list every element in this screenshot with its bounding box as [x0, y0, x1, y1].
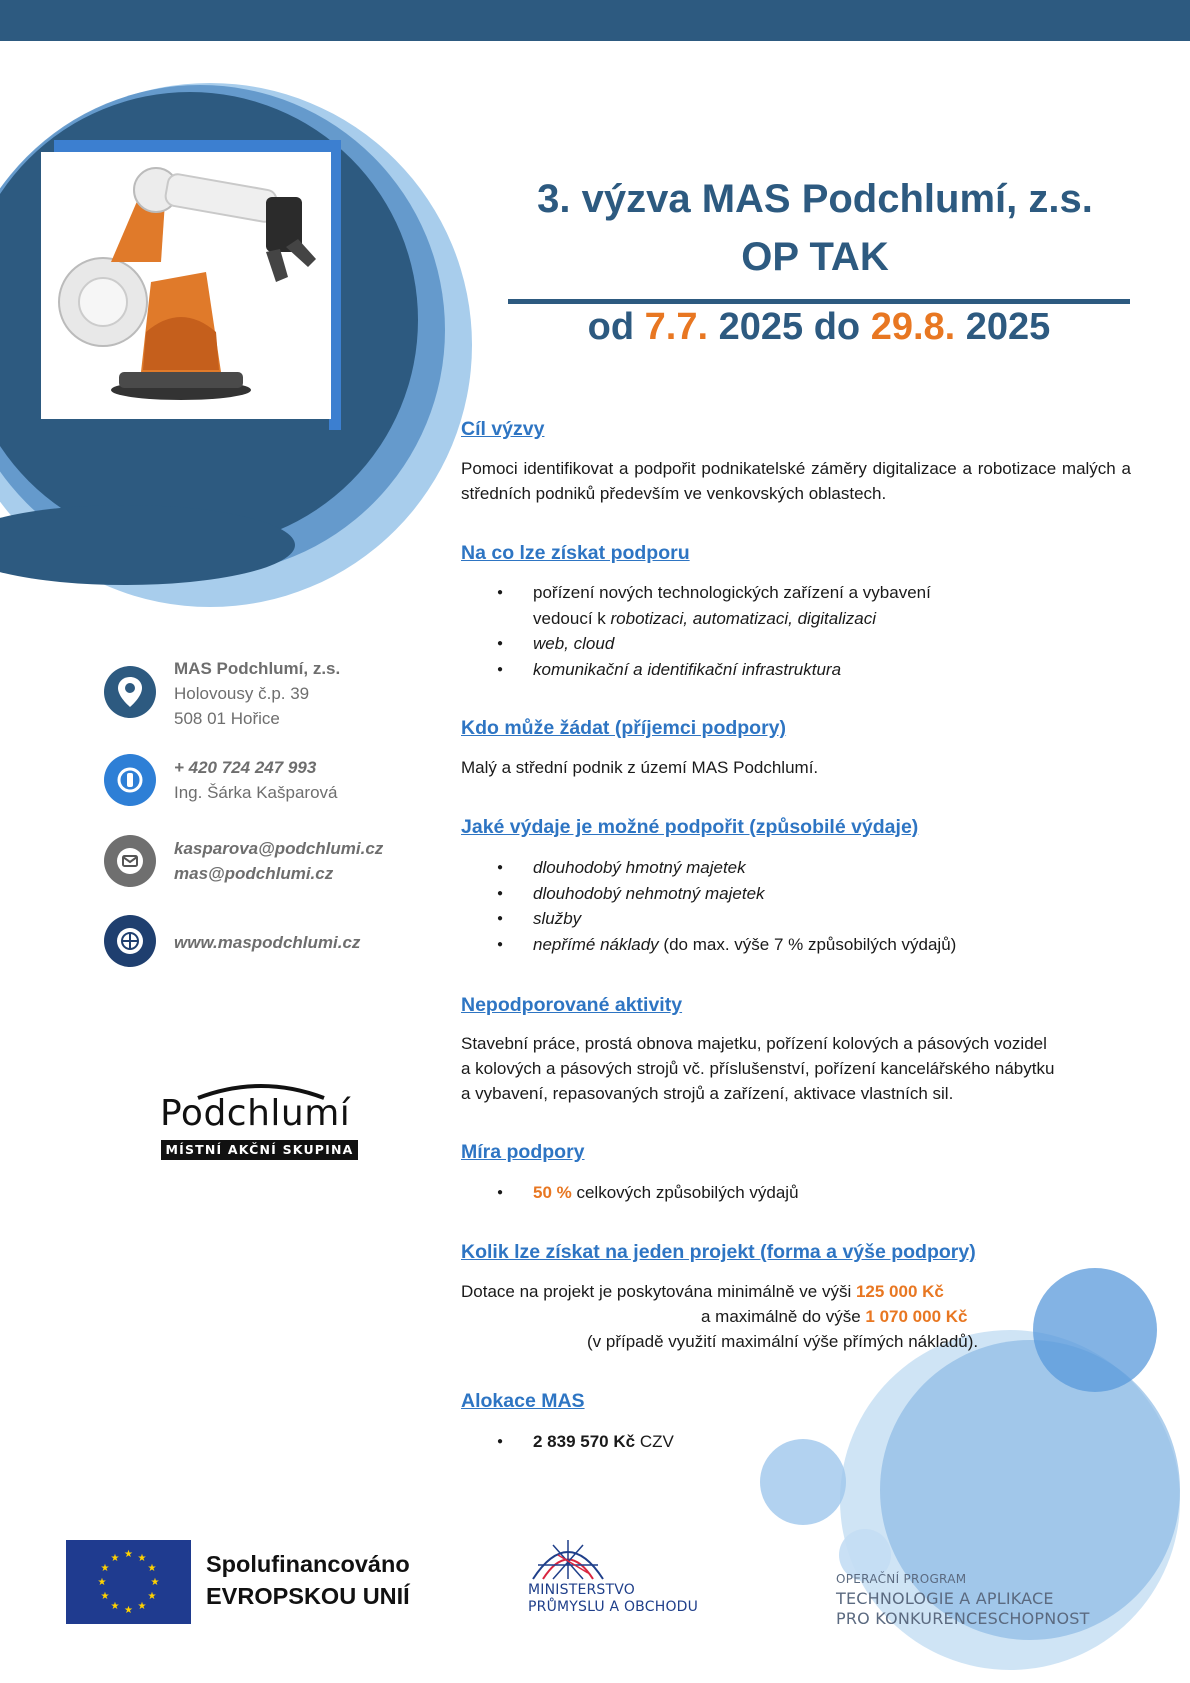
svg-text:★: ★	[100, 1563, 110, 1574]
mpo-line-1: MINISTERSTVO	[528, 1582, 636, 1598]
rate-percent: 50 %	[533, 1183, 572, 1202]
rate-list	[497, 1180, 799, 1206]
list-item	[497, 580, 931, 631]
support-list	[497, 580, 931, 682]
support-item-3: ● komunikační a identifikační infrastruktura	[497, 657, 931, 683]
eu-flag-icon	[66, 1540, 191, 1624]
support-item-1-cont: vedoucí k	[533, 608, 611, 628]
amount-line-1	[461, 1279, 1131, 1304]
dates-prefix: od	[587, 306, 645, 348]
op-line-1: TECHNOLOGIE A APLIKACE	[836, 1589, 1054, 1608]
applicants-text: Malý a střední podnik z území MAS Podchlumí.	[461, 758, 819, 777]
svg-text:★: ★	[110, 1553, 120, 1564]
svg-text:★: ★	[137, 1553, 147, 1564]
dates-mid: 2025 do	[708, 306, 871, 348]
contact-email-2[interactable]: mas@podchlumi.cz	[174, 864, 334, 883]
contact-web-link[interactable]: www.maspodchlumi.cz	[174, 933, 361, 952]
title-line-2: OP TAK	[741, 235, 889, 279]
eligible-list	[497, 855, 956, 957]
svg-text:★: ★	[124, 1549, 133, 1560]
svg-text:★: ★	[100, 1591, 110, 1602]
mail-icon	[104, 835, 156, 887]
page-title	[470, 170, 1160, 286]
location-pin-icon	[104, 666, 156, 718]
eligible-item-3: ● služby	[497, 906, 956, 932]
date-from: 7.7.	[644, 306, 709, 348]
svg-text:★: ★	[124, 1605, 133, 1616]
contact-phone-number[interactable]: + 420 724 247 993	[174, 758, 317, 777]
op-program-name	[836, 1589, 1090, 1629]
mpo-logo-text	[528, 1582, 698, 1616]
contact-emails	[174, 836, 383, 886]
contact-street: Holovousy č.p. 39	[174, 684, 310, 703]
contact-web	[174, 930, 360, 955]
mpo-globe-icon	[528, 1535, 608, 1581]
op-small-label: OPERAČNÍ PROGRAM	[836, 1572, 967, 1586]
logo-tagline: MÍSTNÍ AKČNÍ SKUPINA	[161, 1140, 358, 1160]
allocation-suffix: CZV	[635, 1432, 674, 1451]
svg-text:★: ★	[97, 1577, 107, 1588]
amount-max: 1 070 000 Kč	[865, 1307, 968, 1326]
logo-name: Podchlumí	[160, 1093, 351, 1134]
allocation-heading: Alokace MAS	[461, 1390, 585, 1412]
eligible-heading: Jaké výdaje je možné podpořit (způsobilé výdaje)	[461, 816, 919, 838]
unsupported-heading: Nepodporované aktivity	[461, 994, 683, 1016]
amount-line-2	[461, 1304, 1131, 1329]
amount-line-2-text: a maximálně do výše	[701, 1307, 866, 1326]
eu-cofunding-text	[206, 1548, 410, 1612]
rate-text: celkových způsobilých výdajů	[571, 1183, 799, 1202]
svg-text:★: ★	[147, 1591, 157, 1602]
support-heading: Na co lze získat podporu	[461, 542, 690, 564]
title-divider	[508, 299, 1130, 304]
contact-org: MAS Podchlumí, z.s.	[174, 659, 341, 678]
applicants-heading: Kdo může žádat (příjemci podpory)	[461, 717, 787, 739]
eligible-item-2: ● dlouhodobý nehmotný majetek	[497, 881, 956, 907]
goal-text: Pomoci identifikovat a podpořit podnikatelské záměry digitalizace a robotizace malých a středních podniků především ve venkovských oblastech.	[461, 459, 1131, 503]
rate-heading: Míra podpory	[461, 1141, 585, 1163]
contact-person: Ing. Šárka Kašparová	[174, 783, 338, 802]
phone-icon	[104, 754, 156, 806]
eu-line-1: Spolufinancováno	[206, 1551, 410, 1577]
support-item-2: ● web, cloud	[497, 631, 931, 657]
allocation-value: 2 839 570 Kč	[533, 1432, 636, 1451]
amount-line-3: (v případě využití maximální výše přímých nákladů).	[587, 1332, 979, 1351]
list-item	[497, 932, 956, 958]
globe-icon	[104, 915, 156, 967]
eu-line-2: EVROPSKOU UNIÍ	[206, 1583, 410, 1609]
support-item-1: pořízení nových technologických zařízení a vybavení	[533, 583, 931, 602]
eligible-item-4-italic: nepřímé náklady	[533, 934, 659, 954]
dates-year: 2025	[955, 306, 1051, 348]
allocation-list	[497, 1429, 674, 1455]
list-item	[497, 1180, 799, 1206]
unsupported-line-2: a kolových a pásových strojů vč. příslušenství, pořízení kancelářského nábytku	[461, 1059, 1055, 1078]
amount-heading: Kolik lze získat na jeden projekt (forma a výše podpory)	[461, 1241, 976, 1263]
amount-line-1-text: Dotace na projekt je poskytována minimálně ve výši	[461, 1282, 856, 1301]
robot-arm-photo	[41, 152, 331, 419]
photo-accent-top	[54, 140, 341, 152]
contact-city: 508 01 Hořice	[174, 709, 280, 728]
title-line-1: 3. výzva MAS Podchlumí, z.s.	[537, 177, 1093, 221]
list-item	[497, 1429, 674, 1455]
svg-text:★: ★	[147, 1563, 157, 1574]
unsupported-text	[461, 1031, 1131, 1106]
op-line-2: PRO KONKURENCESCHOPNOST	[836, 1609, 1090, 1628]
svg-text:★: ★	[110, 1601, 120, 1612]
support-item-1-italic: robotizaci, automatizaci, digitalizaci	[610, 608, 877, 628]
eligible-item-1: ● dlouhodobý hmotný majetek	[497, 855, 956, 881]
eligible-item-4: (do max. výše 7 % způsobilých výdajů)	[658, 934, 957, 954]
robot-arm-icon	[41, 152, 331, 419]
unsupported-line-3: a vybavení, repasovaných strojů a zařízení, aktivace vlastních sil.	[461, 1084, 954, 1103]
unsupported-line-1: Stavební práce, prostá obnova majetku, pořízení kolových a pásových vozidel	[461, 1034, 1047, 1053]
goal-heading: Cíl výzvy	[461, 418, 545, 440]
contact-phone	[174, 755, 337, 805]
call-dates	[508, 306, 1130, 349]
contact-address	[174, 656, 340, 731]
amount-text	[461, 1279, 1131, 1354]
amount-min: 125 000 Kč	[855, 1282, 944, 1301]
contact-email-1[interactable]: kasparova@podchlumi.cz	[174, 839, 384, 858]
svg-text:★: ★	[137, 1601, 147, 1612]
date-to: 29.8.	[870, 306, 956, 348]
mpo-line-2: PRŮMYSLU A OBCHODU	[528, 1599, 699, 1615]
svg-text:★: ★	[150, 1577, 160, 1588]
